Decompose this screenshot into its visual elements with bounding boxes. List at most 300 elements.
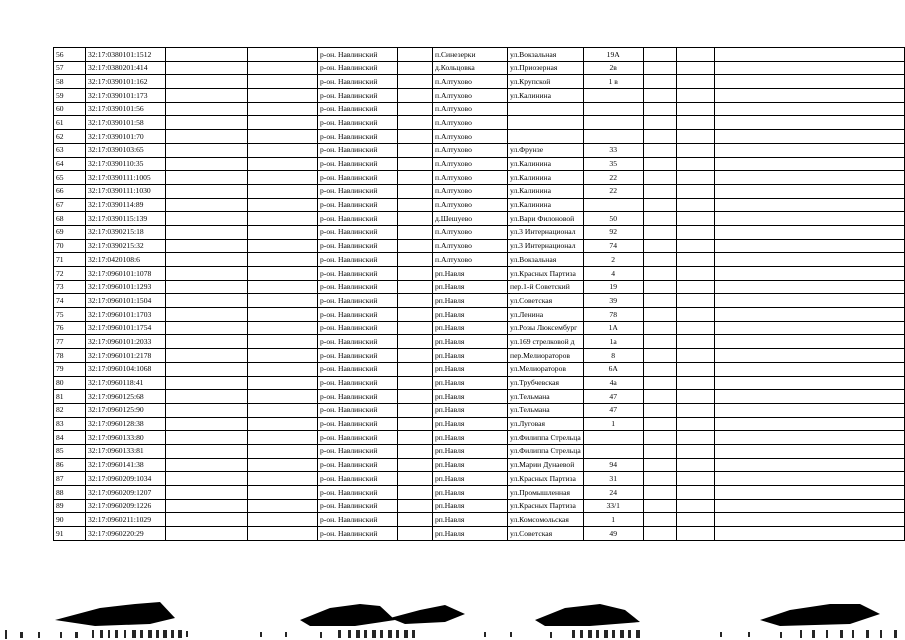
table-cell [398,349,433,363]
table-cell [508,116,584,130]
table-cell: р-он. Навлинский [318,499,398,513]
table-cell: 4 [583,267,643,281]
table-cell: д.Кольцовка [433,61,508,75]
table-row [54,212,905,226]
table-cell: 68 [54,212,86,226]
table-cell: 77 [54,335,86,349]
table-cell [643,130,676,144]
table-cell [166,102,248,116]
table-cell: 32:17:0960125:90 [86,403,166,417]
table-row [54,130,905,144]
table-cell [398,362,433,376]
table-cell: 24 [583,486,643,500]
table-cell [676,89,714,103]
table-row [54,75,905,89]
table-cell: п.Алтухово [433,225,508,239]
table-cell: ул.Трубчевская [508,376,584,390]
table-cell [166,239,248,253]
table-cell [714,267,904,281]
table-cell: 32:17:0390101:58 [86,116,166,130]
table-cell [248,130,318,144]
table-cell: р-он. Навлинский [318,212,398,226]
table-cell: р-он. Навлинский [318,225,398,239]
table-cell [166,362,248,376]
table-cell: 32:17:0960209:1034 [86,472,166,486]
table-cell [643,431,676,445]
table-cell [508,130,584,144]
table-cell: 69 [54,225,86,239]
table-cell: р-он. Навлинский [318,458,398,472]
table-cell: рп.Навля [433,458,508,472]
table-row [54,143,905,157]
table-cell [676,417,714,431]
table-cell: 32:17:0960125:68 [86,390,166,404]
table-cell: 73 [54,280,86,294]
table-row [54,458,905,472]
table-cell [676,403,714,417]
table-cell [714,171,904,185]
table-cell [643,444,676,458]
table-cell [714,48,904,62]
table-cell: 32:17:0960209:1207 [86,486,166,500]
table-cell [166,89,248,103]
table-cell: п.Алтухово [433,116,508,130]
table-row [54,321,905,335]
table-cell: 94 [583,458,643,472]
table-cell [714,527,904,541]
table-cell: 76 [54,321,86,335]
table-cell: ул.Промышленная [508,486,584,500]
table-cell [508,102,584,116]
table-cell: п.Алтухово [433,143,508,157]
table-cell [398,143,433,157]
table-cell: ул.Калинина [508,171,584,185]
table-cell: 83 [54,417,86,431]
table-cell: рп.Навля [433,527,508,541]
table-cell: п.Алтухово [433,89,508,103]
table-cell: рп.Навля [433,431,508,445]
table-cell [248,198,318,212]
table-cell: 32:17:0960101:2033 [86,335,166,349]
table-cell [248,486,318,500]
table-cell: 56 [54,48,86,62]
table-cell [248,61,318,75]
table-cell: р-он. Навлинский [318,48,398,62]
table-cell [676,225,714,239]
table-cell: рп.Навля [433,308,508,322]
table-cell: ул.Крупской [508,75,584,89]
table-row [54,390,905,404]
table-cell [643,116,676,130]
table-row [54,376,905,390]
table-cell [714,458,904,472]
table-cell [676,267,714,281]
table-cell: 32:17:0960118:41 [86,376,166,390]
table-cell [583,102,643,116]
table-cell [248,431,318,445]
table-cell [166,48,248,62]
table-cell [166,184,248,198]
table-cell [166,390,248,404]
table-cell [676,116,714,130]
table-cell [166,458,248,472]
table-cell: п.Алтухово [433,253,508,267]
table-cell [248,349,318,363]
table-row [54,102,905,116]
table-cell [643,458,676,472]
table-cell: п.Алтухово [433,102,508,116]
table-cell: ул.Комсомольская [508,513,584,527]
table-cell [714,294,904,308]
table-cell [248,75,318,89]
table-cell: 19А [583,48,643,62]
table-cell [166,308,248,322]
table-cell [676,486,714,500]
table-cell: п.Алтухово [433,130,508,144]
table-cell: д.Шешуево [433,212,508,226]
table-cell: 63 [54,143,86,157]
table-cell [248,89,318,103]
table-cell: ул.Калинина [508,184,584,198]
table-cell: рп.Навля [433,444,508,458]
table-cell: 57 [54,61,86,75]
table-cell: р-он. Навлинский [318,157,398,171]
table-cell: р-он. Навлинский [318,444,398,458]
table-cell: 79 [54,362,86,376]
table-cell [676,171,714,185]
table-cell [643,390,676,404]
table-cell: 32:17:0380201:414 [86,61,166,75]
table-cell: 75 [54,308,86,322]
table-cell [398,75,433,89]
table-row [54,61,905,75]
table-cell: ул.Калинина [508,198,584,212]
table-cell: 1А [583,321,643,335]
table-cell: р-он. Навлинский [318,130,398,144]
table-cell: 32:17:0960209:1226 [86,499,166,513]
table-cell [398,61,433,75]
table-cell: ул.Красных Партиза [508,499,584,513]
table-cell: п.Синезерки [433,48,508,62]
table-cell [398,212,433,226]
table-cell [676,308,714,322]
table-cell [643,280,676,294]
table-cell: ул.Розы Люксембург [508,321,584,335]
table-cell: 92 [583,225,643,239]
table-cell [714,417,904,431]
table-cell: 32:17:0960141:38 [86,458,166,472]
table-cell [676,143,714,157]
table-cell: ул.3 Интернационал [508,239,584,253]
table-row [54,157,905,171]
table-cell: р-он. Навлинский [318,116,398,130]
table-cell [676,75,714,89]
table-row [54,362,905,376]
table-cell: ул.Приозерная [508,61,584,75]
table-cell [398,267,433,281]
table-cell [398,390,433,404]
table-cell [643,212,676,226]
table-cell: 33/1 [583,499,643,513]
table-cell [714,472,904,486]
table-cell [643,513,676,527]
table-cell: 58 [54,75,86,89]
table-cell: 74 [54,294,86,308]
table-cell [248,239,318,253]
table-cell [398,239,433,253]
table-cell [643,184,676,198]
table-cell [398,513,433,527]
table-cell [714,143,904,157]
table-cell [166,253,248,267]
table-cell: р-он. Навлинский [318,335,398,349]
table-cell: 22 [583,184,643,198]
table-cell [676,376,714,390]
table-cell [583,431,643,445]
table-cell [248,472,318,486]
table-cell: ул.Калинина [508,89,584,103]
table-row [54,184,905,198]
table-cell: ул.Мелиораторов [508,362,584,376]
table-cell: 1а [583,335,643,349]
table-cell: р-он. Навлинский [318,253,398,267]
table-cell: ул.Филиппа Стрельца [508,431,584,445]
table-cell: р-он. Навлинский [318,431,398,445]
table-cell [714,102,904,116]
table-cell [398,253,433,267]
table-cell [248,390,318,404]
table-cell: 80 [54,376,86,390]
table-cell [166,280,248,294]
table-cell: 32:17:0960128:38 [86,417,166,431]
table-cell [714,184,904,198]
table-cell [676,212,714,226]
table-cell: 2в [583,61,643,75]
table-row [54,253,905,267]
table-cell [166,499,248,513]
table-cell: 32:17:0390215:18 [86,225,166,239]
table-cell: ул.Тельмана [508,403,584,417]
table-cell: 49 [583,527,643,541]
table-cell: 19 [583,280,643,294]
table-cell: 39 [583,294,643,308]
table-cell [248,294,318,308]
table-cell [166,198,248,212]
table-cell: 32:17:0390115:139 [86,212,166,226]
table-cell: р-он. Навлинский [318,198,398,212]
table-cell: р-он. Навлинский [318,376,398,390]
table-cell: 32:17:0390101:70 [86,130,166,144]
table-cell [398,527,433,541]
table-cell [643,486,676,500]
table-cell: р-он. Навлинский [318,486,398,500]
table-cell: пер.Мелиораторов [508,349,584,363]
table-cell: р-он. Навлинский [318,171,398,185]
table-cell: ул.Луговая [508,417,584,431]
table-cell: 78 [54,349,86,363]
table-cell [248,444,318,458]
table-cell: 32:17:0960101:1078 [86,267,166,281]
table-cell [248,171,318,185]
table-cell: 82 [54,403,86,417]
table-cell [676,130,714,144]
table-cell [714,157,904,171]
table-cell [714,486,904,500]
table-cell [166,171,248,185]
table-cell [676,294,714,308]
table-cell: рп.Навля [433,335,508,349]
table-cell [166,143,248,157]
table-cell [398,102,433,116]
table-cell [166,403,248,417]
table-row [54,472,905,486]
table-cell [714,280,904,294]
table-cell [714,499,904,513]
table-cell: р-он. Навлинский [318,390,398,404]
table-cell [166,225,248,239]
table-cell [398,198,433,212]
table-cell [714,362,904,376]
table-cell [714,212,904,226]
table-cell: 64 [54,157,86,171]
table-cell [166,294,248,308]
table-cell: 32:17:0960101:1504 [86,294,166,308]
table-cell [166,349,248,363]
scan-artifact-strip [0,590,905,640]
table-cell: ул.Тельмана [508,390,584,404]
table-cell: р-он. Навлинский [318,294,398,308]
table-cell [643,61,676,75]
table-cell: 71 [54,253,86,267]
table-cell: 32:17:0960211:1029 [86,513,166,527]
table-cell [643,239,676,253]
table-cell [676,335,714,349]
table-cell: 2 [583,253,643,267]
table-cell [676,431,714,445]
data-table [53,47,905,541]
table-cell [248,267,318,281]
table-cell: р-он. Навлинский [318,527,398,541]
table-cell: р-он. Навлинский [318,267,398,281]
table-cell: 60 [54,102,86,116]
table-cell [676,499,714,513]
table-cell [398,321,433,335]
table-cell [166,376,248,390]
table-cell [398,294,433,308]
table-cell [676,280,714,294]
table-cell [676,48,714,62]
table-cell [166,267,248,281]
table-cell: 32:17:0960220:29 [86,527,166,541]
table-cell [583,198,643,212]
table-cell: рп.Навля [433,417,508,431]
table-cell [714,431,904,445]
table-cell [676,157,714,171]
table-body [54,48,905,541]
table-cell: 32:17:0960104:1068 [86,362,166,376]
table-cell: 6А [583,362,643,376]
table-cell [643,527,676,541]
table-cell: 47 [583,390,643,404]
table-cell [398,116,433,130]
table-cell: 32:17:0960133:80 [86,431,166,445]
table-cell [398,280,433,294]
table-cell [248,157,318,171]
table-cell: рп.Навля [433,390,508,404]
table-cell [714,75,904,89]
table-cell: рп.Навля [433,486,508,500]
table-cell: рп.Навля [433,513,508,527]
table-cell: 32:17:0390101:162 [86,75,166,89]
table-cell: 78 [583,308,643,322]
table-cell: 81 [54,390,86,404]
table-cell [398,486,433,500]
table-cell [583,89,643,103]
table-cell: 70 [54,239,86,253]
table-cell: 89 [54,499,86,513]
table-cell: рп.Навля [433,499,508,513]
table-cell: 32:17:0390101:173 [86,89,166,103]
table-cell [166,335,248,349]
table-cell [166,527,248,541]
table-cell [248,499,318,513]
table-cell [714,198,904,212]
table-cell [248,102,318,116]
table-cell [248,308,318,322]
table-cell: 32:17:0390111:1030 [86,184,166,198]
table-cell [676,362,714,376]
table-cell [166,321,248,335]
table-cell [643,267,676,281]
table-cell: рп.Навля [433,376,508,390]
table-cell [248,335,318,349]
table-row [54,225,905,239]
table-cell: 32:17:0420108:6 [86,253,166,267]
table-cell: р-он. Навлинский [318,472,398,486]
table-cell [166,472,248,486]
table-cell: 62 [54,130,86,144]
table-cell: р-он. Навлинский [318,102,398,116]
table-cell [248,513,318,527]
table-cell [676,527,714,541]
table-cell: 65 [54,171,86,185]
table-cell: 32:17:0960101:1703 [86,308,166,322]
table-cell [714,308,904,322]
table-row [54,417,905,431]
table-cell [643,308,676,322]
table-cell: р-он. Навлинский [318,513,398,527]
table-cell [166,212,248,226]
table-cell: рп.Навля [433,349,508,363]
table-cell [398,499,433,513]
table-cell: пер.1-й Советский [508,280,584,294]
table-cell [398,89,433,103]
table-cell [583,116,643,130]
table-cell: 31 [583,472,643,486]
table-row [54,239,905,253]
table-cell: рп.Навля [433,362,508,376]
table-cell [643,198,676,212]
table-cell [248,458,318,472]
table-cell: 86 [54,458,86,472]
table-cell [643,349,676,363]
table-cell [248,184,318,198]
table-cell [248,48,318,62]
table-cell: ул.Красных Партиза [508,267,584,281]
table-cell: р-он. Навлинский [318,143,398,157]
table-cell: 32:17:0390111:1005 [86,171,166,185]
table-cell: р-он. Навлинский [318,89,398,103]
